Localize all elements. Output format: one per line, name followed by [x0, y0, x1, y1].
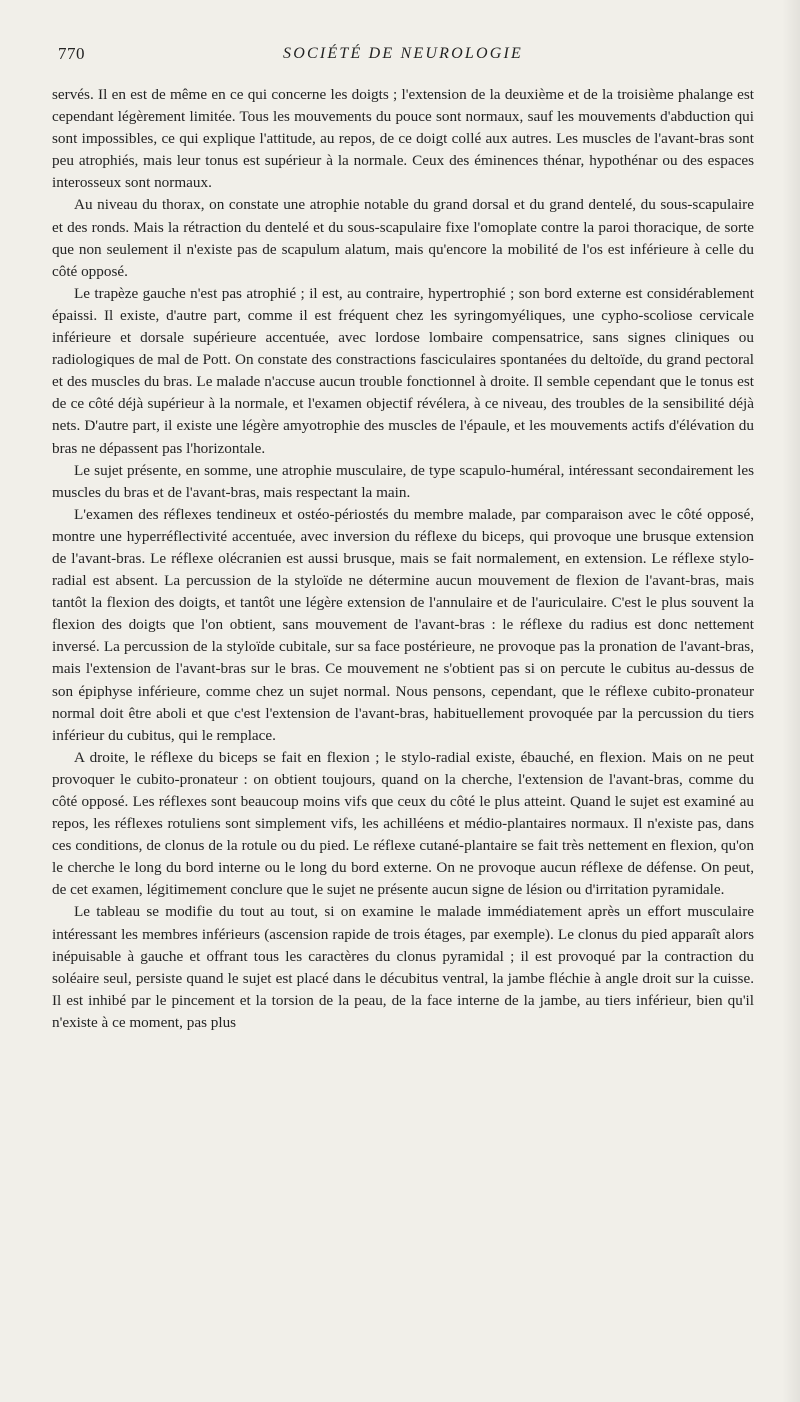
body-text	[52, 84, 754, 1034]
paragraph: Le trapèze gauche n'est pas atrophié ; il est, au contraire, hypertrophié ; son bord externe est considérablement épaissi. Il existe, d'autre part, comme il est fréquent chez les syringomyéliques, une cypho-scoliose cervicale inférieure et dorsale supérieure accentuée, avec lordose lombaire compensatrice, sans signes cliniques ou radiologiques de mal de Pott. On constate des constractions fasciculaires spontanées du deltoïde, du grand pectoral et des muscles du bras. Le malade n'accuse aucun trouble fonctionnel à droite. Il semble cependant que le tonus est de ce côté déjà supérieur à la normale, et l'examen objectif révélera, à ce niveau, des troubles de la sensibilité déjà nets. D'autre part, il existe une légère amyotrophie des muscles de l'épaule, et les mouvements actifs d'élévation du bras ne dépassent pas l'horizontale.	[52, 284, 754, 457]
paragraph: servés. Il en est de même en ce qui concerne les doigts ; l'extension de la deuxième et de la troisième phalange est cependant légèrement limitée. Tous les mouvements du pouce sont normaux, sauf les mouvements d'abduction qui sont impossibles, ce qui explique l'attitude, au repos, de ce doigt collé aux autres. Les muscles de l'avant-bras sont peu atrophiés, mais leur tonus est supérieur à la normale. Ceux des éminences thénar, hypothénar ou des espaces interosseux sont normaux.	[52, 86, 754, 192]
paragraph: A droite, le réflexe du biceps se fait en flexion ; le stylo-radial existe, ébauché, en flexion. Mais on ne peut provoquer le cubito-pronateur : on obtient toujours, quand on la cherche, l'extension de l'avant-bras, comme du côté opposé. Les réflexes sont beaucoup moins vifs que ceux du côté le plus atteint. Quand le sujet est examiné au repos, les réflexes rotuliens sont simplement vifs, les achilléens et médio-plantaires normaux. Il n'existe pas, dans ces conditions, de clonus de la rotule ou du pied. Le réflexe cutané-plantaire se fait très nettement en flexion, qu'on le cherche le long du bord interne ou le long du bord externe. On ne provoque aucun réflexe de défense. On peut, de cet examen, légitimement conclure que le sujet ne présente aucun signe de lésion ou d'irritation pyramidale.	[52, 748, 754, 899]
page-number: 770	[58, 44, 85, 63]
paragraph: L'examen des réflexes tendineux et ostéo-périostés du membre malade, par comparaison avec le côté opposé, montre une hyperréflectivité accentuée, avec inversion du réflexe du biceps, qui provoque une brusque extension de l'avant-bras. Le réflexe olécranien est aussi brusque, mais se fait normalement, en extension. Le réflexe stylo-radial est absent. La percussion de la styloïde ne détermine aucun mouvement de flexion de l'avant-bras, mais tantôt la flexion des doigts, et tantôt une légère extension de l'annulaire et de l'auriculaire. C'est le plus souvent la flexion des doigts que l'on obtient, sans mouvement de l'avant-bras : le réflexe du radius est donc nettement inversé. La percussion de la styloïde cubitale, sur sa face postérieure, ne provoque pas la pronation de l'avant-bras, mais l'extension de l'avant-bras sur le bras. Ce mouvement ne s'obtient pas si on percute le cubitus au-dessus de son épiphyse inférieure, comme chez un sujet normal. Nous pensons, cependant, que le réflexe cubito-pronateur normal doit être aboli et que c'est l'extension de l'avant-bras, habituellement provoquée par la percussion du tiers inférieur du cubitus, qui le remplace.	[52, 505, 754, 744]
paragraph: Au niveau du thorax, on constate une atrophie notable du grand dorsal et du grand dentelé, du sous-scapulaire et des ronds. Mais la rétraction du dentelé et du sous-scapulaire fixe l'omoplate contre la paroi thoracique, de sorte que non seulement il n'existe pas de scapulum alatum, mais qu'encore la mobilité de l'os est inférieure à celle du côté opposé.	[52, 196, 754, 280]
paragraph: Le sujet présente, en somme, une atrophie musculaire, de type scapulo-huméral, intéressant secondairement les muscles du bras et de l'avant-bras, mais respectant la main.	[52, 461, 754, 501]
page-header	[58, 44, 748, 68]
running-title: SOCIÉTÉ DE NEUROLOGIE	[283, 45, 523, 62]
paragraph: Le tableau se modifie du tout au tout, si on examine le malade immédiatement après un effort musculaire intéressant les membres inférieurs (ascension rapide de trois étages, par exemple). Le clonus du pied apparaît alors inépuisable à gauche et offrant tous les caractères du clonus pyramidal ; il est provoqué par la contraction du soléaire seul, persiste quand le sujet est placé dans le décubitus ventral, la jambe fléchie à angle droit sur la cuisse. Il est inhibé par le pincement et la torsion de la peau, de la face interne de la jambe, au tiers inférieur, bien qu'il n'existe à ce moment, pas plus	[52, 903, 754, 1031]
